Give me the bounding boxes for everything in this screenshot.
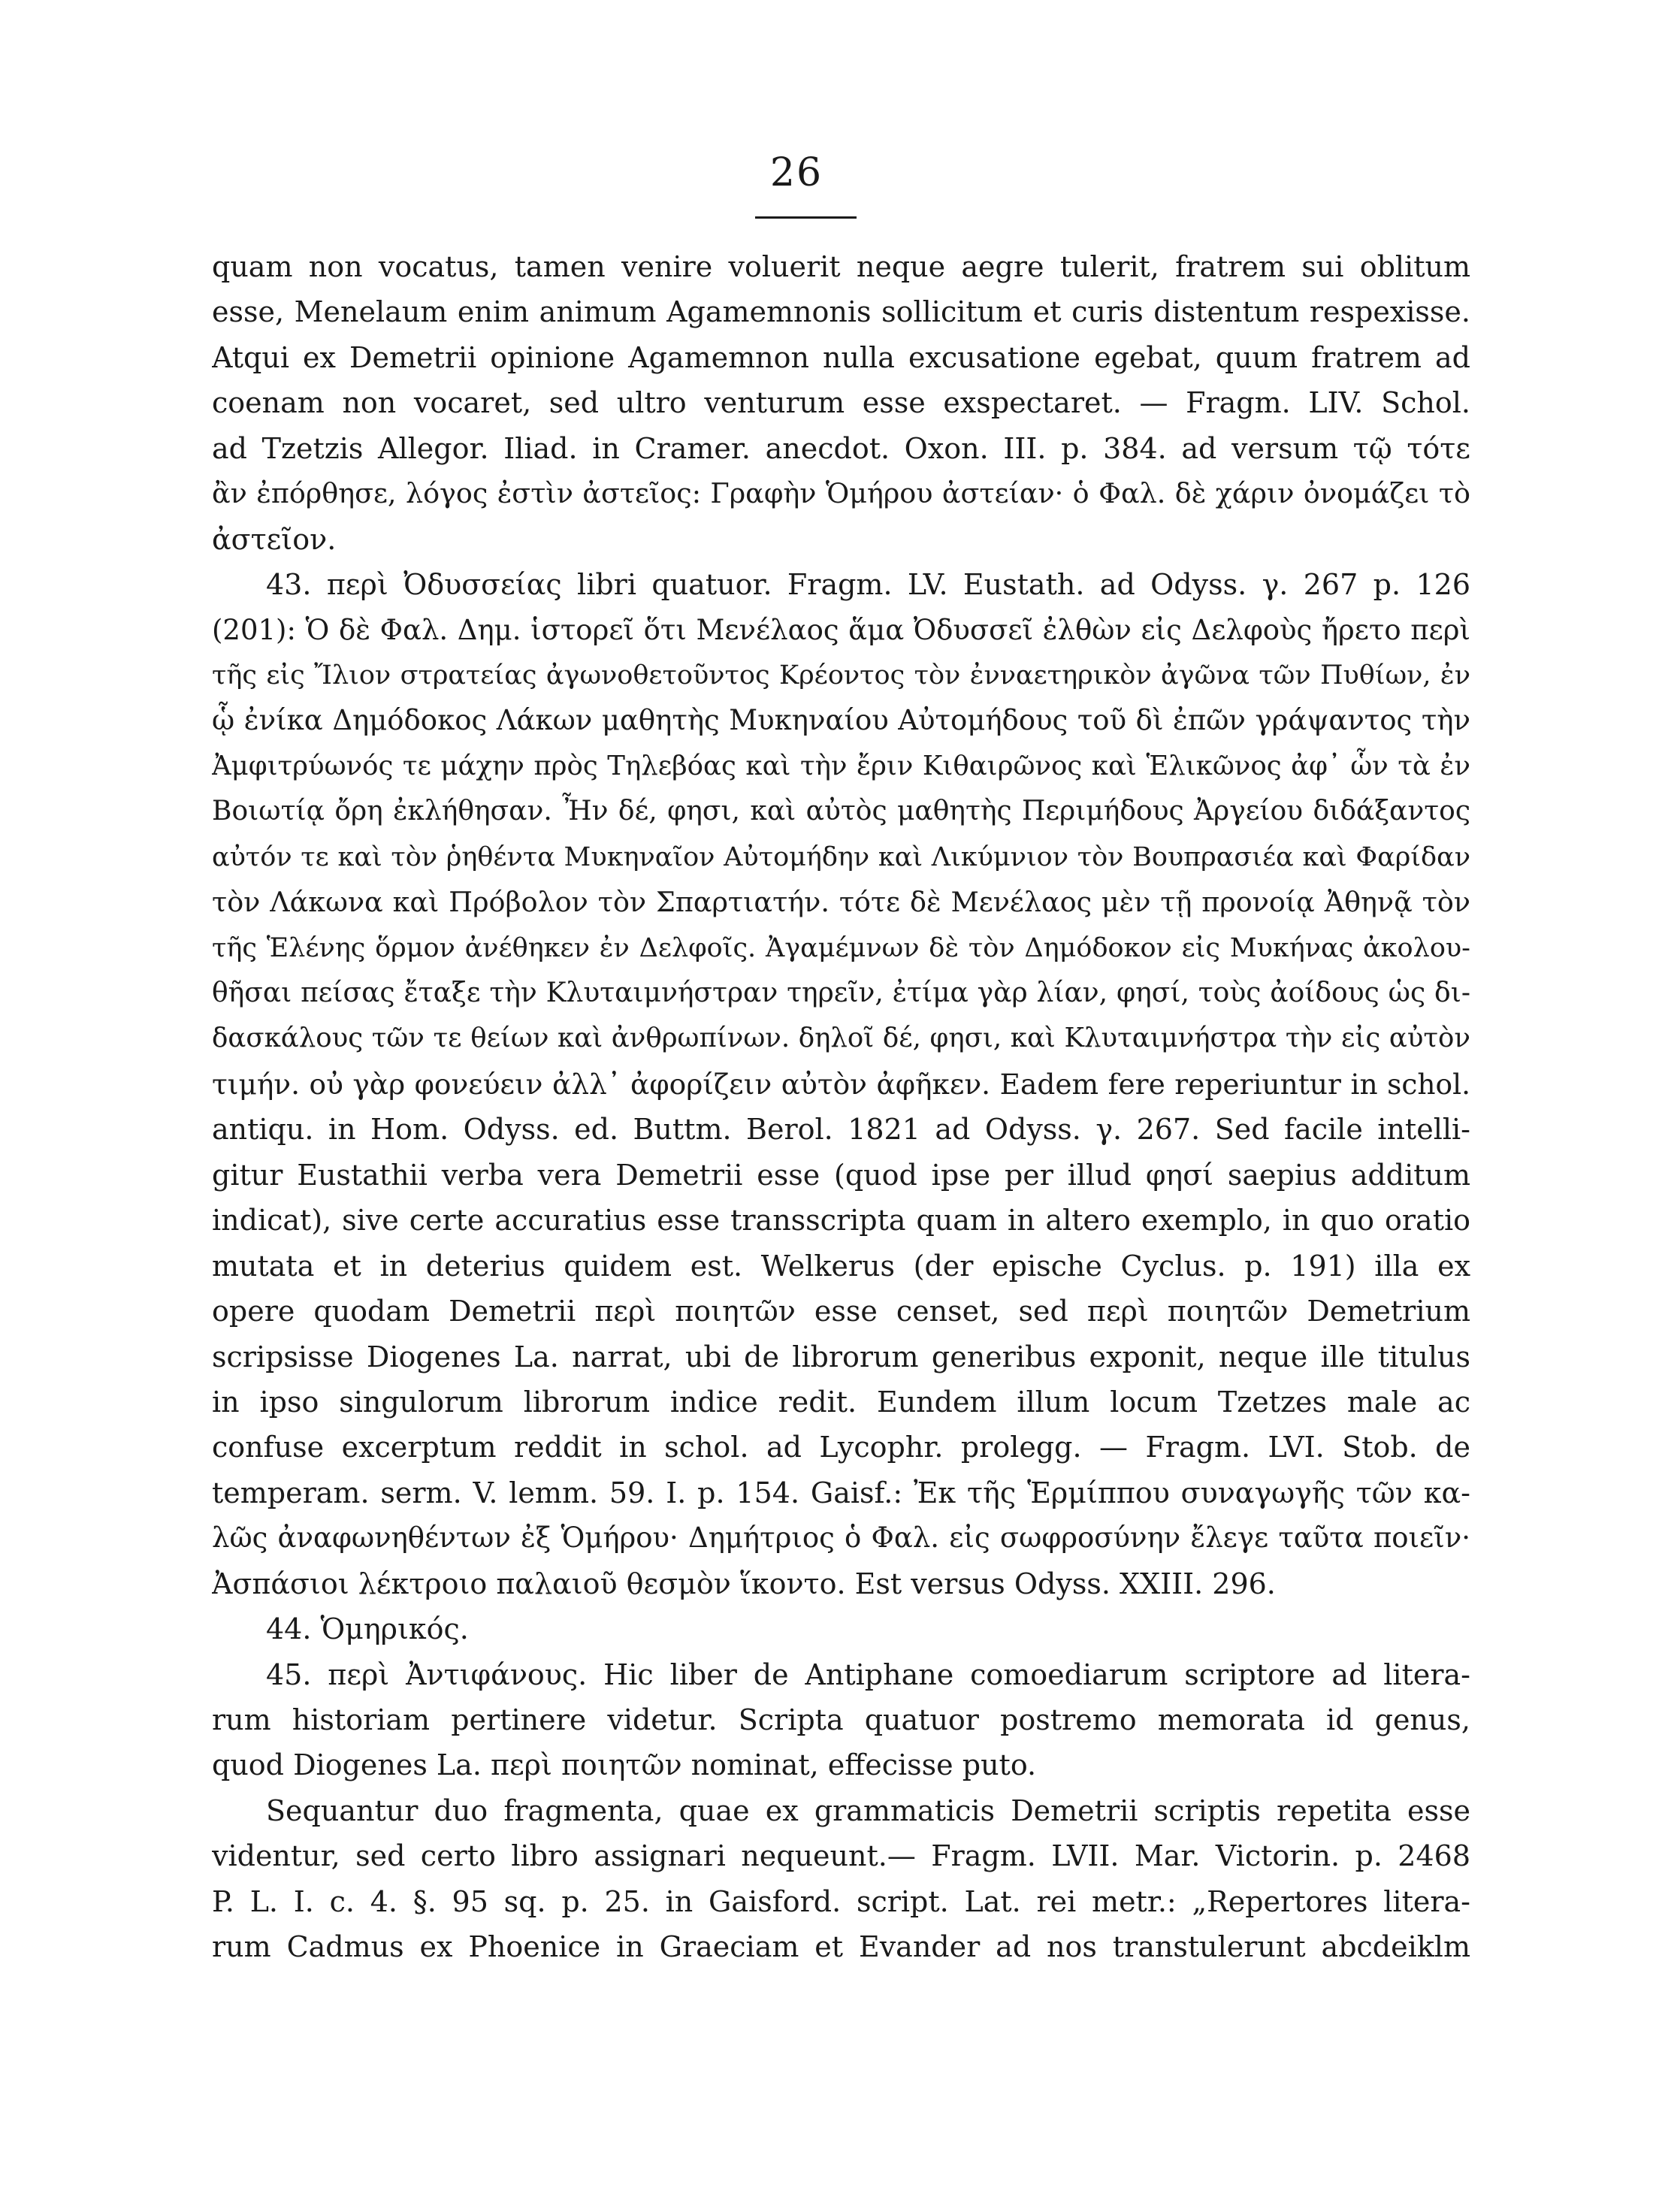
page-number: 26: [769, 150, 823, 195]
text-line: τῆς Ἑλένης ὅρμον ἀνέθηκεν ἐν Δελφοῖς. Ἀγαμέμνων δὲ τὸν Δημόδοκον εἰς Μυκήνας ἀκολου-: [212, 932, 1470, 963]
text-line: 43. περὶ Ὀδυσσείας libri quatuor. Fragm. LV. Eustath. ad Odyss. γ. 267 p. 126: [266, 568, 1470, 602]
text-line: opere quodam Demetrii περὶ ποιητῶν esse censet, sed περὶ ποιητῶν Demetrium: [212, 1295, 1470, 1328]
text-line: Atqui ex Demetrii opinione Agamemnon nulla excusatione egebat, quum fratrem ad: [212, 340, 1470, 374]
text-line: Sequantur duo fragmenta, quae ex grammaticis Demetrii scriptis repetita esse: [266, 1793, 1470, 1827]
text-line: confuse excerptum reddit in schol. ad Lycophr. prolegg. — Fragm. LVI. Stob. de: [212, 1431, 1470, 1464]
text-line: Ἀμφιτρύωνός τε μάχην πρὸς Τηλεβόας καὶ τὴν ἔριν Κιθαιρῶνος καὶ Ἑλικῶνος ἀφ᾽ ὧν τὰ ἐν: [212, 750, 1470, 781]
text-line: δασκάλους τῶν τε θείων καὶ ἀνθρωπίνων. δηλοῖ δέ, φησι, καὶ Κλυταιμνήστρα τὴν εἰς αὐτὸν: [212, 1023, 1470, 1054]
text-line: ἂν ἐπόρθησε, λόγος ἐστὶν ἀστεῖος: Γραφὴν Ὁμήρου ἀστείαν· ὁ Φαλ. δὲ χάριν ὀνομάζει τὸ: [212, 477, 1470, 510]
text-line: gitur Eustathii verba vera Demetrii esse (quod ipse per illud φησί saepius additum: [212, 1158, 1470, 1192]
text-line: coenam non vocaret, sed ultro venturum esse exspectaret. — Fragm. LIV. Schol.: [212, 386, 1470, 420]
text-line: videntur, sed certo libro assignari nequeunt.— Fragm. LVII. Mar. Victorin. p. 2468: [212, 1839, 1470, 1873]
text-line: temperam. serm. V. lemm. 59. I. p. 154. Gaisf.: Ἐκ τῆς Ἑρμίππου συναγωγῆς τῶν κα-: [212, 1476, 1470, 1509]
text-line: P. L. I. c. 4. §. 95 sq. p. 25. in Gaisford. script. Lat. rei metr.: „Repertores litera-: [212, 1884, 1470, 1918]
text-line: τιμήν. οὐ γὰρ φονεύειν ἀλλ᾽ ἀφορίζειν αὐτὸν ἀφῆκεν. Eadem fere reperiuntur in schol.: [212, 1067, 1470, 1101]
text-line: τὸν Λάκωνα καὶ Πρόβολον τὸν Σπαρτιατήν. τότε δὲ Μενέλαος μὲν τῇ προνοίᾳ Ἀθηνᾷ τὸν: [212, 886, 1470, 919]
text-line: antiqu. in Hom. Odyss. ed. Buttm. Berol. 1821 ad Odyss. γ. 267. Sed facile intelli-: [212, 1113, 1470, 1147]
text-line: rum historiam pertinere videtur. Scripta quatuor postremo memorata id genus,: [212, 1703, 1470, 1736]
text-line: ad Tzetzis Allegor. Iliad. in Cramer. anecdot. Oxon. III. p. 384. ad versum τῷ τότε: [212, 431, 1470, 465]
body-text: [212, 244, 1470, 1970]
text-line: 44. Ὁμηρικός.: [266, 1612, 469, 1646]
text-line: in ipso singulorum librorum indice redit. Eundem illum locum Tzetzes male ac: [212, 1385, 1470, 1419]
text-line: Ἀσπάσιοι λέκτροιο παλαιοῦ θεσμὸν ἵκοντο. Est versus Odyss. XXIII. 296.: [212, 1567, 1276, 1600]
text-line: quod Diogenes La. περὶ ποιητῶν nominat, effecisse puto.: [212, 1748, 1037, 1782]
text-line: ἀστεῖον.: [212, 522, 337, 556]
text-line: ᾧ ἐνίκα Δημόδοκος Λάκων μαθητὴς Μυκηναίου Αὐτομήδους τοῦ δὶ ἐπῶν γράψαντος τὴν: [212, 704, 1470, 737]
page-number-rule: [755, 216, 857, 219]
text-line: λῶς ἀναφωνηθέντων ἐξ Ὁμήρου· Δημήτριος ὁ Φαλ. εἰς σωφροσύνην ἔλεγε ταῦτα ποιεῖν·: [212, 1522, 1470, 1555]
text-line: τῆς εἰς Ἴλιον στρατείας ἀγωνοθετοῦντος Κρέοντος τὸν ἐνναετηρικὸν ἀγῶνα τῶν Πυθίων, ἐν: [212, 660, 1470, 690]
text-line: Βοιωτίᾳ ὄρη ἐκλήθησαν. Ἦν δέ, φησι, καὶ αὐτὸς μαθητὴς Περιμήδους Ἀργείου διδάξαντος: [212, 796, 1470, 827]
text-line: 45. περὶ Ἀντιφάνους. Hic liber de Antiphane comoediarum scriptore ad litera-: [266, 1657, 1470, 1691]
text-line: (201): Ὁ δὲ Φαλ. Δημ. ἱστορεῖ ὅτι Μενέλαος ἅμα Ὀδυσσεῖ ἐλθὼν εἰς Δελφοὺς ἤρετο περὶ: [212, 613, 1470, 646]
text-line: quam non vocatus, tamen venire voluerit neque aegre tulerit, fratrem sui oblitum: [212, 250, 1470, 283]
text-line: θῆσαι πείσας ἔταξε τὴν Κλυταιμνήστραν τηρεῖν, ἐτίμα γὰρ λίαν, φησί, τοὺς ἀοίδους ὡς δι-: [212, 978, 1470, 1008]
text-line: αὐτόν τε καὶ τὸν ῥηθέντα Μυκηναῖον Αὐτομήδην καὶ Λικύμνιον τὸν Βουπρασιέα καὶ Φαρίδαν: [212, 842, 1470, 872]
text-line: esse, Menelaum enim animum Agamemnonis sollicitum et curis distentum respexisse.: [212, 295, 1470, 329]
text-line: rum Cadmus ex Phoenice in Graeciam et Evander ad nos transtulerunt abcdeiklm: [212, 1930, 1470, 1964]
text-line: scripsisse Diogenes La. narrat, ubi de librorum generibus exponit, neque ille titulus: [212, 1340, 1470, 1373]
text-line: mutata et in deterius quidem est. Welkerus (der epische Cyclus. p. 191) illa ex: [212, 1249, 1470, 1283]
text-line: indicat), sive certe accuratius esse transscripta quam in altero exemplo, in quo oratio: [212, 1204, 1470, 1237]
